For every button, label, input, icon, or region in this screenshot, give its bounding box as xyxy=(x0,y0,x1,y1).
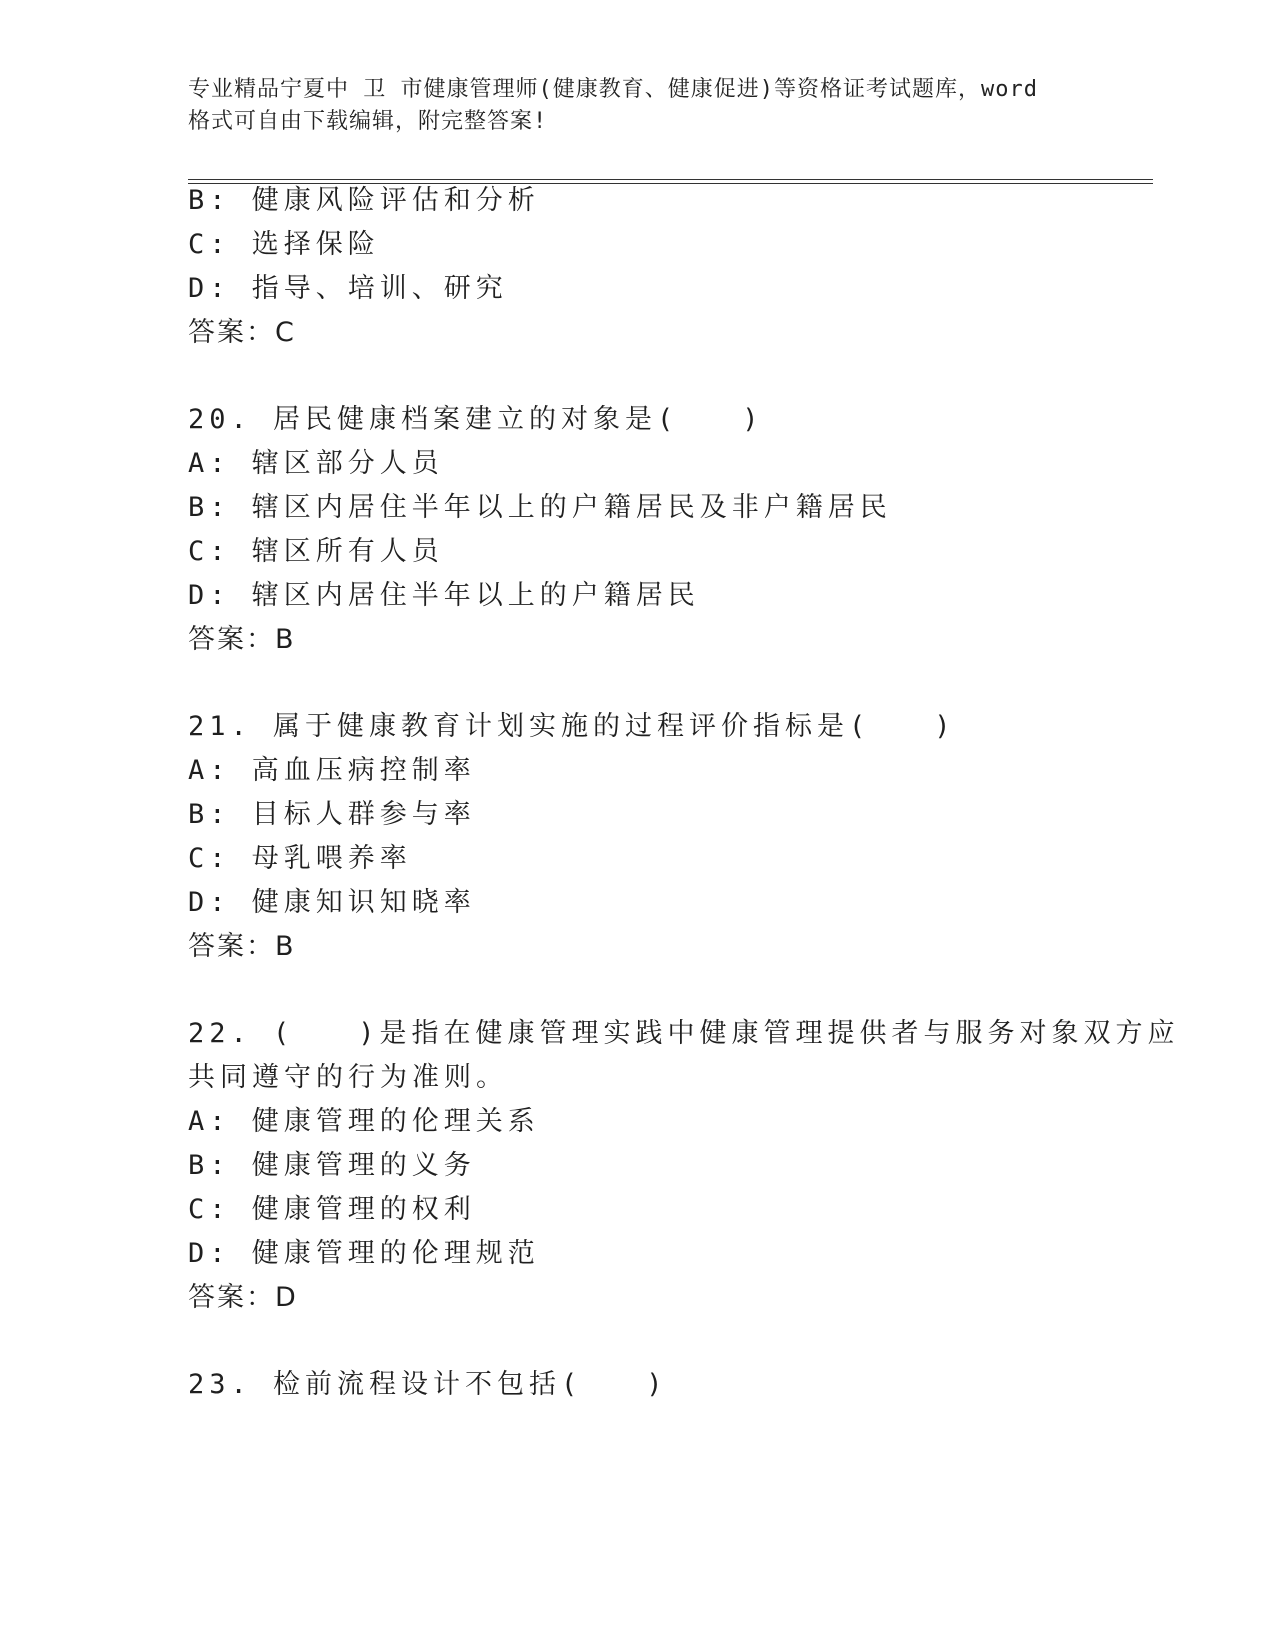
q21-option-a: A: 高血压病控制率 xyxy=(188,755,476,786)
q19-option-b: B: 健康风险评估和分析 xyxy=(188,185,540,216)
q20-option-c: C: 辖区所有人员 xyxy=(188,536,444,567)
q22-option-b: B: 健康管理的义务 xyxy=(188,1150,476,1181)
q20-answer: 答案：B xyxy=(188,624,296,655)
header-line-1: 专业精品宁夏中 卫 市健康管理师(健康教育、健康促进)等资格证考试题库，word xyxy=(188,77,1038,102)
header-line-2: 格式可自由下载编辑，附完整答案! xyxy=(188,109,548,134)
q21-option-c: C: 母乳喂养率 xyxy=(188,843,412,874)
q22-stem-line-1: 22. ( )是指在健康管理实践中健康管理提供者与服务对象双方应 xyxy=(188,1018,1180,1049)
q20-option-d: D: 辖区内居住半年以上的户籍居民 xyxy=(188,580,700,611)
q22-option-c: C: 健康管理的权利 xyxy=(188,1194,476,1225)
q21-stem: 21. 属于健康教育计划实施的过程评价指标是( ) xyxy=(188,711,956,742)
q22-option-a: A: 健康管理的伦理关系 xyxy=(188,1106,540,1137)
document-header xyxy=(188,74,1088,138)
q20-stem: 20. 居民健康档案建立的对象是( ) xyxy=(188,404,764,435)
q19-option-c: C: 选择保险 xyxy=(188,229,380,260)
q19-answer: 答案：C xyxy=(188,317,296,348)
q22-option-d: D: 健康管理的伦理规范 xyxy=(188,1238,540,1269)
q22-answer: 答案：D xyxy=(188,1282,298,1313)
q23-stem: 23. 检前流程设计不包括( ) xyxy=(188,1369,668,1400)
q20-option-b: B: 辖区内居住半年以上的户籍居民及非户籍居民 xyxy=(188,492,892,523)
q20-option-a: A: 辖区部分人员 xyxy=(188,448,444,479)
q19-option-d: D: 指导、培训、研究 xyxy=(188,273,508,304)
q22-stem-line-2: 共同遵守的行为准则。 xyxy=(188,1062,508,1093)
q21-option-d: D: 健康知识知晓率 xyxy=(188,887,476,918)
header-divider-top xyxy=(188,179,1153,180)
q21-option-b: B: 目标人群参与率 xyxy=(188,799,476,830)
q21-answer: 答案：B xyxy=(188,931,296,962)
